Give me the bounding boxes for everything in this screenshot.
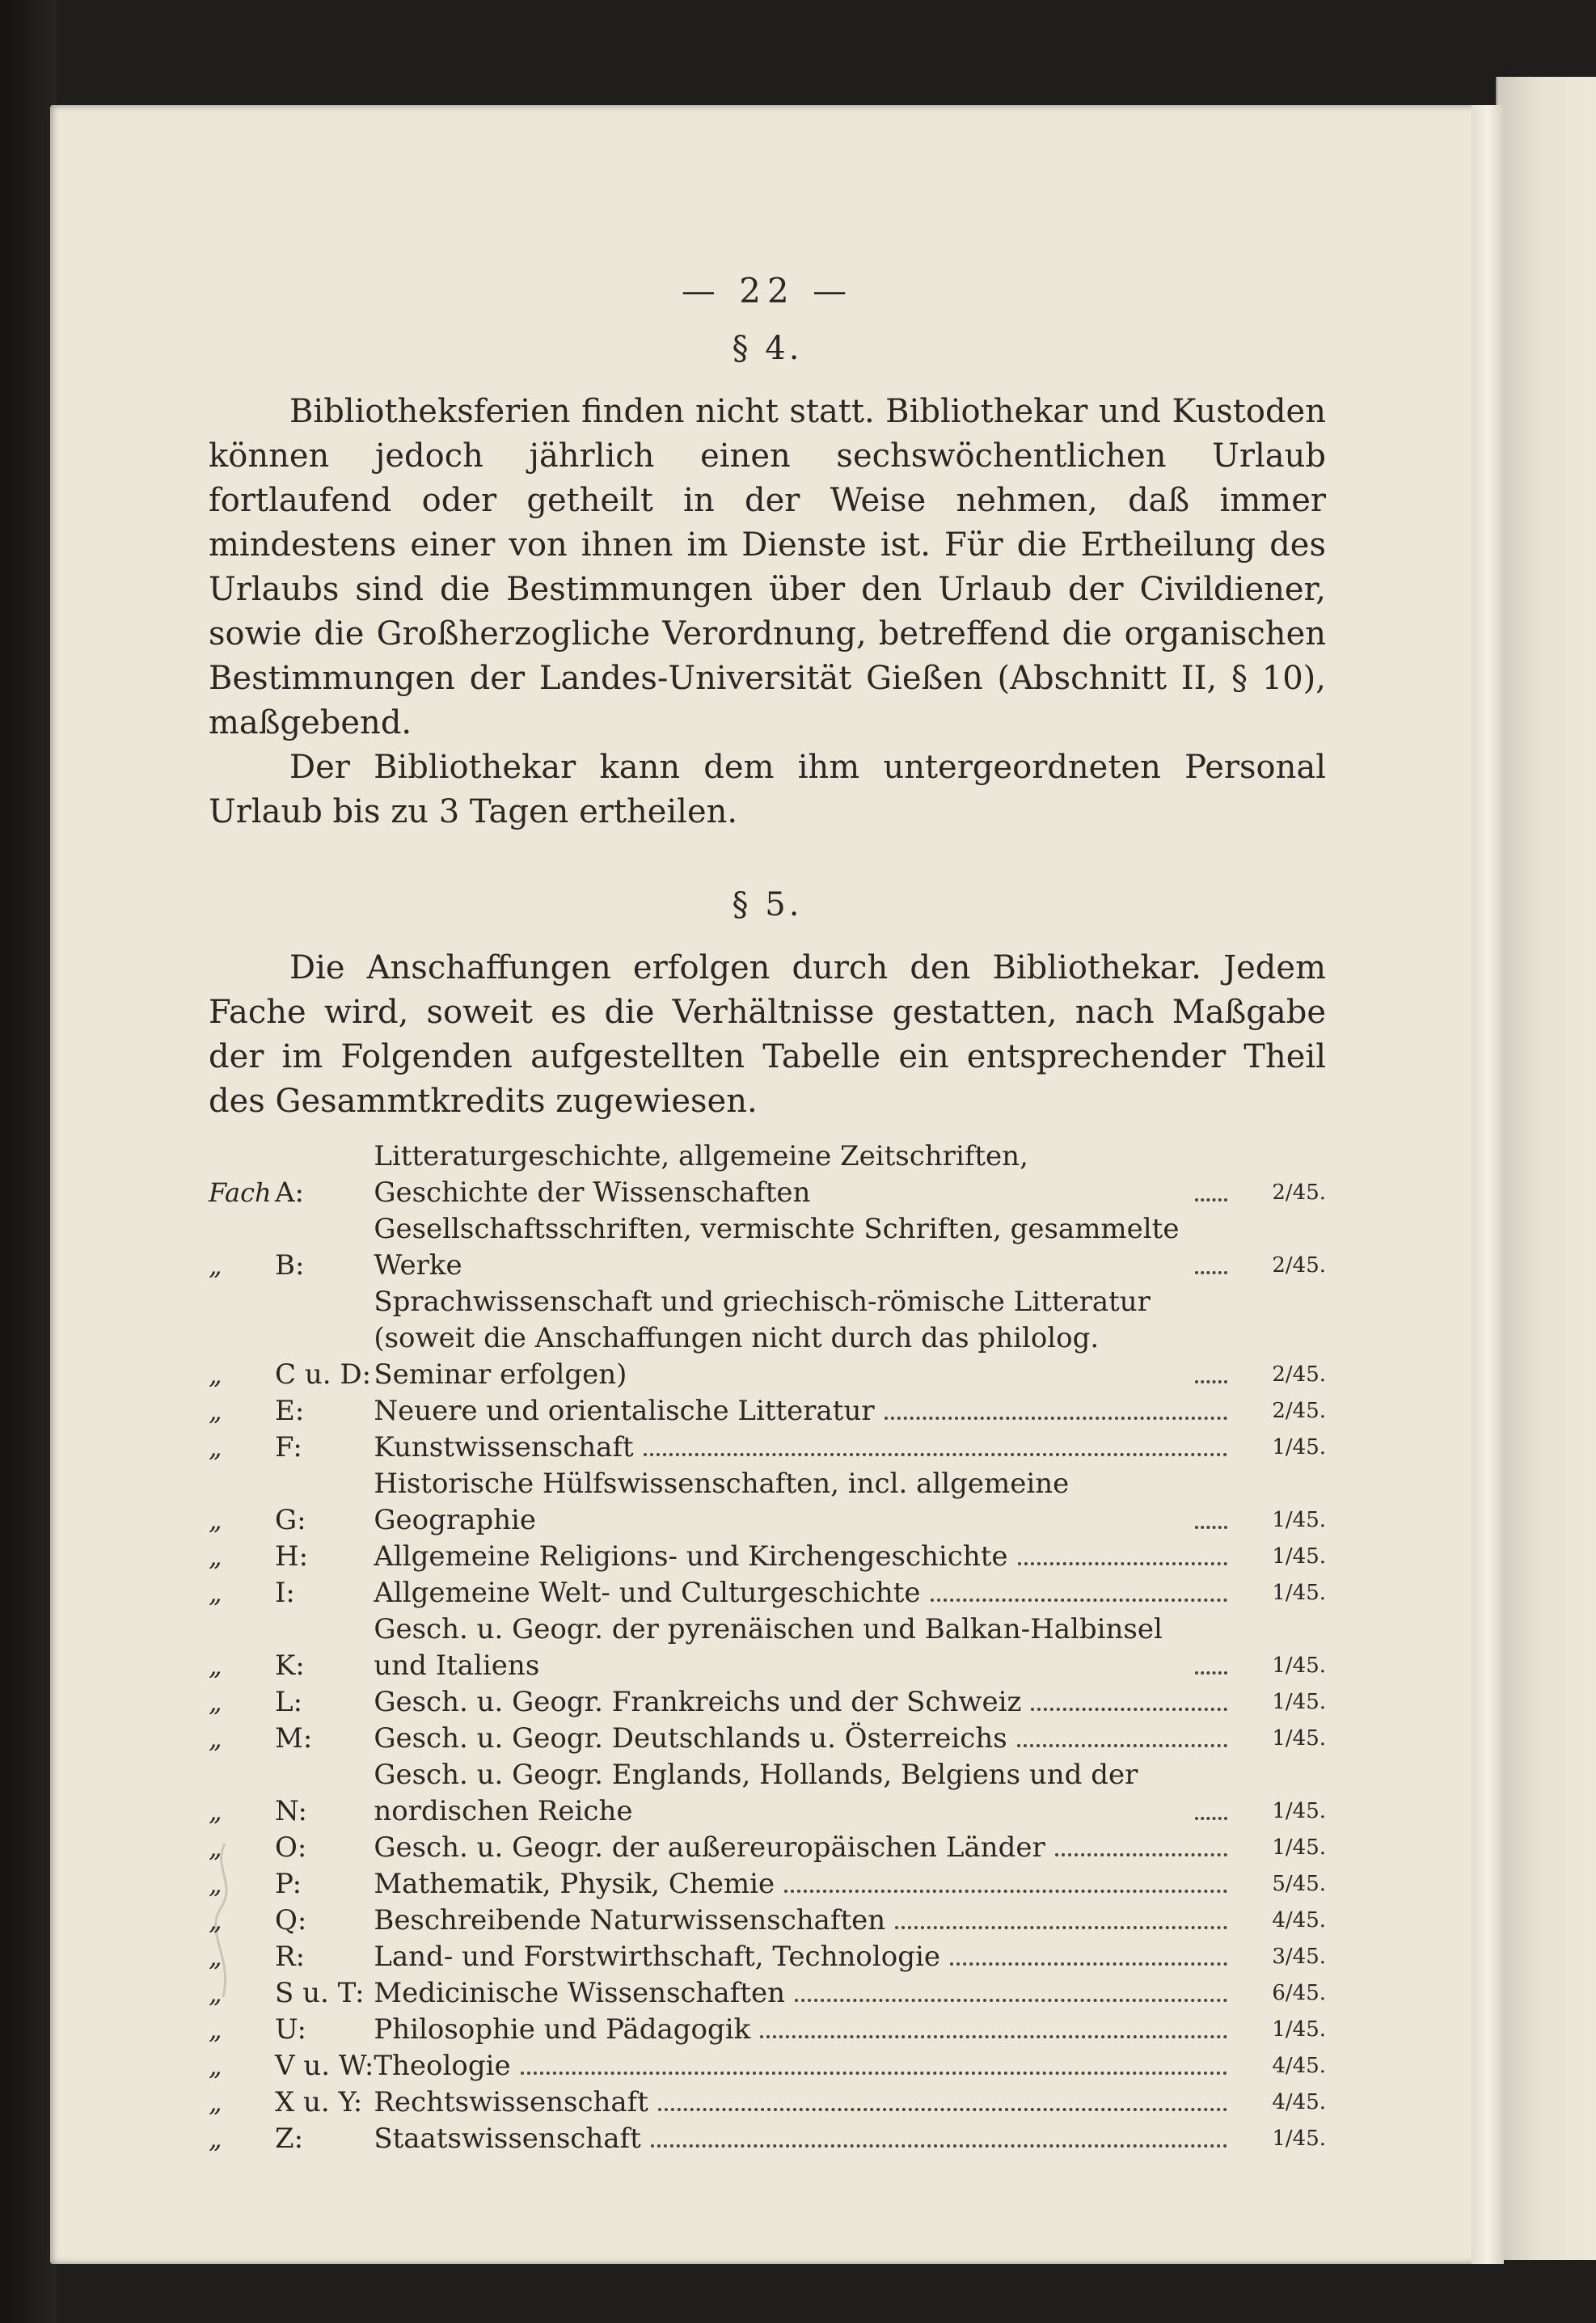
row-prefix: „ <box>209 1650 222 1681</box>
table-row <box>209 1903 1326 1939</box>
table-row <box>209 1575 1326 1611</box>
credit-share: 1/45. <box>1272 1835 1326 1860</box>
dot-leader <box>931 1599 1227 1602</box>
credit-share: 1/45. <box>1272 1544 1326 1569</box>
table-row <box>209 1284 1326 1393</box>
dot-leader <box>1055 1853 1227 1856</box>
table-row <box>209 1939 1326 1975</box>
credit-share: 4/45. <box>1272 2090 1326 2114</box>
row-prefix: „ <box>209 1978 222 2008</box>
dot-leader <box>1017 1744 1227 1747</box>
subject-cell <box>374 1466 1237 1539</box>
credit-share: 1/45. <box>1272 2127 1326 2151</box>
row-prefix: „ <box>209 1359 222 1390</box>
credit-share: 6/45. <box>1272 1981 1326 2005</box>
section-5-paragraph-1: Die Anschaffungen erfolgen durch den Bibliothekar. Jedem Fache wird, soweit es die Verhältnisse gestatten, nach Maßgabe der im Folgenden aufgestellten Tabelle ein entsprechender Theil des Gesammtkredits zugewiesen. <box>209 949 1326 1120</box>
section-4-heading: § 4. <box>732 330 803 367</box>
subject-name: Gesch. u. Geogr. Deutschlands u. Österreichs <box>374 1722 1007 1755</box>
book-spine-shadow <box>0 0 57 2323</box>
subject-code: M: <box>275 1722 313 1755</box>
dot-leader <box>784 1890 1227 1893</box>
table-row <box>209 1830 1326 1866</box>
row-prefix: „ <box>209 1578 222 1608</box>
row-prefix: „ <box>209 1541 222 1572</box>
subject-code: I: <box>275 1577 295 1609</box>
table-row <box>209 1611 1326 1684</box>
dot-leader <box>644 1453 1227 1456</box>
subject-cell <box>374 1430 1237 1466</box>
row-prefix: „ <box>209 1250 222 1281</box>
subject-cell <box>374 1611 1237 1684</box>
subject-code: N: <box>275 1795 307 1827</box>
dot-leader <box>651 2144 1227 2148</box>
credit-share: 2/45. <box>1272 1362 1326 1387</box>
subject-code: G: <box>275 1504 306 1536</box>
subject-name: Land- und Forstwirthschaft, Technologie <box>374 1941 940 1973</box>
dot-leader <box>1018 1562 1227 1565</box>
credit-share: 4/45. <box>1272 2054 1326 2078</box>
dot-leader <box>1195 1671 1227 1675</box>
dot-leader <box>1195 1271 1227 1274</box>
table-row <box>209 1757 1326 1830</box>
subject-code: A: <box>275 1176 305 1209</box>
dot-leader <box>1031 1708 1227 1711</box>
table-row <box>209 1138 1326 1211</box>
credit-share: 1/45. <box>1272 1581 1326 1605</box>
subject-code: S u. T: <box>275 1977 365 2009</box>
section-5-heading: § 5. <box>732 886 803 923</box>
row-prefix: „ <box>209 1941 222 1972</box>
subject-cell <box>374 2121 1237 2157</box>
dot-leader <box>658 2108 1227 2111</box>
dot-leader <box>1195 1526 1227 1529</box>
page-content <box>209 166 1326 2157</box>
subject-cell <box>374 1211 1237 1284</box>
subject-name: Gesch. u. Geogr. Frankreichs und der Schweiz <box>374 1686 1022 1718</box>
subject-name: Mathematik, Physik, Chemie <box>374 1868 775 1900</box>
dot-leader <box>1195 1380 1227 1383</box>
page-number: — 22 — <box>681 271 854 310</box>
page-fore-edge <box>1471 105 1504 2264</box>
credit-share: 2/45. <box>1272 1181 1326 1205</box>
subject-code: Q: <box>275 1904 307 1937</box>
subject-cell <box>374 2012 1237 2048</box>
subject-name: Gesch. u. Geogr. der pyrenäischen und Balkan-Halbinsel und Italiens <box>374 1613 1163 1682</box>
credit-share: 1/45. <box>1272 1726 1326 1751</box>
credit-share: 1/45. <box>1272 1435 1326 1459</box>
row-prefix: „ <box>209 2087 222 2118</box>
dot-leader <box>760 2035 1227 2038</box>
subject-code: F: <box>275 1431 302 1463</box>
subject-code: K: <box>275 1649 305 1682</box>
dot-leader <box>1195 1198 1227 1202</box>
table-row <box>209 1466 1326 1539</box>
subject-cell <box>374 1757 1237 1830</box>
dot-leader <box>950 1962 1227 1966</box>
row-prefix: „ <box>209 1869 222 1899</box>
subject-name: Gesch. u. Geogr. Englands, Hollands, Belgiens und der nordischen Reiche <box>374 1759 1138 1827</box>
subject-code: V u. W: <box>275 2050 374 2082</box>
row-prefix: „ <box>209 1905 222 1936</box>
subject-name: Gesellschaftsschriften, vermischte Schriften, gesammelte Werke <box>374 1213 1180 1282</box>
subject-name: Gesch. u. Geogr. der außereuropäischen Länder <box>374 1831 1045 1864</box>
subject-cell <box>374 1975 1237 2012</box>
subject-code: H: <box>275 1540 309 1573</box>
credit-share: 5/45. <box>1272 1872 1326 1896</box>
subject-cell <box>374 2084 1237 2121</box>
credit-share: 2/45. <box>1272 1399 1326 1423</box>
subject-name: Kunstwissenschaft <box>374 1431 634 1463</box>
subject-code: L: <box>275 1686 303 1718</box>
subject-name: Rechtswissenschaft <box>374 2086 648 2118</box>
subject-code: C u. D: <box>275 1358 372 1391</box>
row-prefix: „ <box>209 1687 222 1717</box>
row-prefix: „ <box>209 2014 222 2045</box>
credit-share: 2/45. <box>1272 1253 1326 1278</box>
subject-name: Neuere und orientalische Litteratur <box>374 1395 875 1427</box>
subject-code: O: <box>275 1831 307 1864</box>
credit-share: 1/45. <box>1272 1799 1326 1823</box>
table-row <box>209 2048 1326 2084</box>
dot-leader <box>885 1417 1227 1420</box>
subject-cell <box>374 1284 1237 1393</box>
subject-code: E: <box>275 1395 305 1427</box>
subject-cell <box>374 1939 1237 1975</box>
table-row <box>209 1684 1326 1721</box>
credit-share: 1/45. <box>1272 1654 1326 1678</box>
table-row <box>209 1721 1326 1757</box>
subject-cell <box>374 2048 1237 2084</box>
row-prefix: „ <box>209 1505 222 1535</box>
subject-cell <box>374 1684 1237 1721</box>
section-4-paragraph-1: Bibliotheksferien finden nicht statt. Bibliothekar und Kustoden können jedoch jährlich einen sechswöchentlichen Urlaub fortlaufend oder getheilt in der Weise nehmen, daß immer mindestens einer von ihnen im Dienste ist. Für die Ertheilung des Urlaubs sind die Bestimmungen über den Urlaub der Civildiener, sowie die Großherzogliche Verordnung, betreffend die organischen Bestimmungen der Landes-Universität Gießen (Abschnitt II, § 10), maßgebend. <box>209 393 1326 741</box>
subject-cell <box>374 1721 1237 1757</box>
row-prefix: „ <box>209 1723 222 1754</box>
subject-name: Philosophie und Pädagogik <box>374 2013 751 2046</box>
dot-leader <box>895 1926 1227 1929</box>
subject-name: Medicinische Wissenschaften <box>374 1977 785 2009</box>
table-row <box>209 1866 1326 1903</box>
table-row <box>209 1430 1326 1466</box>
credit-share: 3/45. <box>1272 1945 1326 1969</box>
budget-allocation-table <box>209 1138 1326 2157</box>
subject-name: Staatswissenschaft <box>374 2122 641 2155</box>
row-prefix: „ <box>209 2123 222 2154</box>
table-row <box>209 2084 1326 2121</box>
adjacent-page-edge <box>1496 77 1596 2260</box>
row-prefix: „ <box>209 1796 222 1827</box>
row-prefix: „ <box>209 1832 222 1863</box>
table-row <box>209 1539 1326 1575</box>
subject-cell <box>374 1575 1237 1611</box>
subject-name: Theologie <box>374 2050 511 2082</box>
credit-share: 1/45. <box>1272 1690 1326 1714</box>
credit-share: 1/45. <box>1272 1508 1326 1532</box>
credit-share: 4/45. <box>1272 1908 1326 1932</box>
subject-name: Allgemeine Welt- und Culturgeschichte <box>374 1577 921 1609</box>
table-row <box>209 1975 1326 2012</box>
subject-cell <box>374 1539 1237 1575</box>
subject-code: P: <box>275 1868 302 1900</box>
table-row <box>209 1211 1326 1284</box>
subject-cell <box>374 1866 1237 1903</box>
subject-code: X u. Y: <box>275 2086 363 2118</box>
table-row <box>209 2121 1326 2157</box>
subject-cell <box>374 1830 1237 1866</box>
subject-name: Historische Hülfswissenschaften, incl. allgemeine Geographie <box>374 1468 1070 1536</box>
section-4-paragraph-2: Der Bibliothekar kann dem ihm untergeordneten Personal Urlaub bis zu 3 Tagen ertheilen. <box>209 749 1326 830</box>
subject-cell <box>374 1138 1237 1211</box>
subject-name: Beschreibende Naturwissenschaften <box>374 1904 886 1937</box>
subject-code: Z: <box>275 2122 304 2155</box>
subject-code: R: <box>275 1941 306 1973</box>
dot-leader <box>521 2072 1227 2075</box>
row-prefix: „ <box>209 1432 222 1463</box>
credit-share: 1/45. <box>1272 2017 1326 2042</box>
subject-name: Sprachwissenschaft und griechisch-römische Litteratur (soweit die Anschaffungen nicht durch das philolog. Seminar erfolgen) <box>374 1286 1151 1391</box>
table-row <box>209 1393 1326 1430</box>
table-row <box>209 2012 1326 2048</box>
row-prefix: „ <box>209 2051 222 2081</box>
subject-code: B: <box>275 1249 305 1282</box>
subject-name: Allgemeine Religions- und Kirchengeschichte <box>374 1540 1008 1573</box>
row-prefix: Fach <box>209 1177 272 1208</box>
dot-leader <box>1195 1817 1227 1820</box>
subject-code: U: <box>275 2013 306 2046</box>
subject-name: Litteraturgeschichte, allgemeine Zeitschriften, Geschichte der Wissenschaften <box>374 1140 1028 1209</box>
dot-leader <box>795 1999 1227 2002</box>
subject-cell <box>374 1393 1237 1430</box>
subject-cell <box>374 1903 1237 1939</box>
row-prefix: „ <box>209 1396 222 1426</box>
